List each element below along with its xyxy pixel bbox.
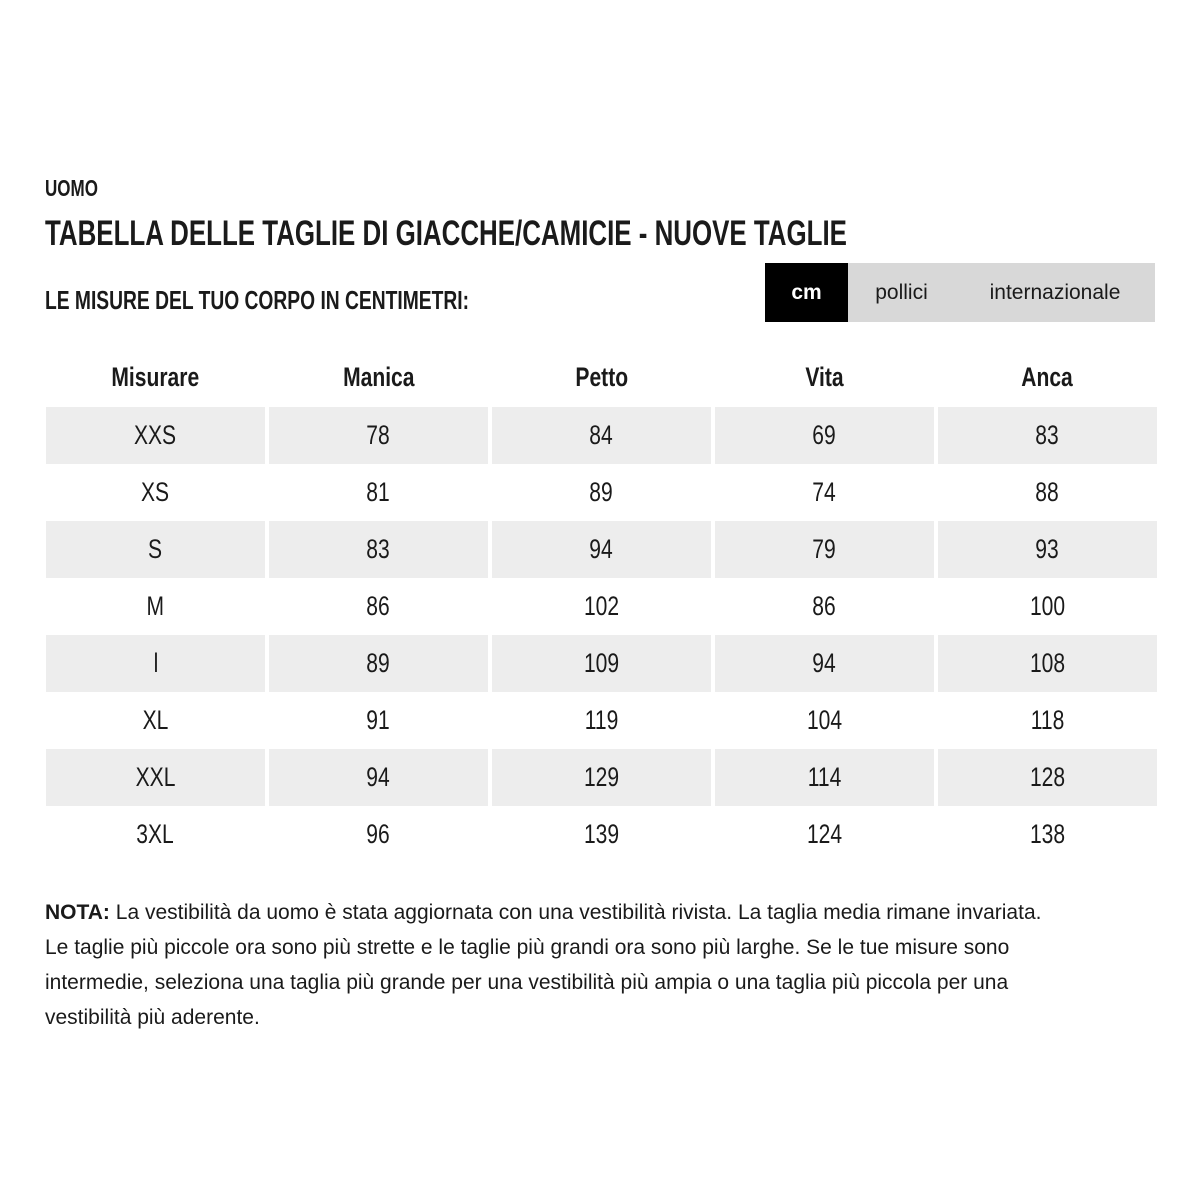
size-cell xyxy=(46,407,265,464)
manica-cell-text: 81 xyxy=(366,477,391,507)
column-header-petto-text: Petto xyxy=(575,361,628,392)
anca-cell xyxy=(938,407,1157,464)
vita-cell-text: 69 xyxy=(812,420,837,450)
page-title xyxy=(45,212,1129,256)
table-row-xxs xyxy=(46,407,1157,464)
size-cell xyxy=(46,749,265,806)
anca-cell-text: 88 xyxy=(1035,477,1060,507)
petto-cell xyxy=(492,749,711,806)
manica-cell-text: 86 xyxy=(366,591,391,621)
vita-cell-text: 79 xyxy=(812,534,837,564)
petto-cell-text: 84 xyxy=(589,420,614,450)
table-row-xl xyxy=(46,692,1157,749)
anca-cell xyxy=(938,635,1157,692)
size-cell-text: XL xyxy=(142,705,169,735)
size-cell-text: XXL xyxy=(135,762,176,792)
petto-cell-text: 94 xyxy=(589,534,614,564)
size-cell-text: 3XL xyxy=(136,819,175,849)
vita-cell-text: 124 xyxy=(806,819,843,849)
petto-cell xyxy=(492,407,711,464)
manica-cell xyxy=(269,692,488,749)
fit-note-label: NOTA: xyxy=(45,901,110,924)
table-row-l xyxy=(46,635,1157,692)
petto-cell xyxy=(492,692,711,749)
manica-cell-text: 94 xyxy=(366,762,391,792)
vita-cell xyxy=(715,806,934,863)
petto-cell xyxy=(492,521,711,578)
manica-cell-text: 89 xyxy=(366,648,391,678)
manica-cell xyxy=(269,749,488,806)
manica-cell xyxy=(269,635,488,692)
column-header-misurare xyxy=(46,352,265,402)
table-row-m xyxy=(46,578,1157,635)
petto-cell-text: 139 xyxy=(583,819,620,849)
column-header-vita-text: Vita xyxy=(805,361,844,392)
vita-cell xyxy=(715,749,934,806)
manica-cell-text: 91 xyxy=(366,705,391,735)
table-row-xs xyxy=(46,464,1157,521)
manica-cell xyxy=(269,407,488,464)
vita-cell xyxy=(715,407,934,464)
petto-cell-text: 119 xyxy=(584,705,619,735)
size-cell xyxy=(46,692,265,749)
size-cell-text: l xyxy=(153,648,158,678)
anca-cell xyxy=(938,692,1157,749)
petto-cell xyxy=(492,806,711,863)
anca-cell-text: 93 xyxy=(1035,534,1060,564)
size-cell xyxy=(46,635,265,692)
petto-cell-text: 109 xyxy=(583,648,620,678)
anca-cell-text: 100 xyxy=(1029,591,1066,621)
petto-cell xyxy=(492,635,711,692)
vita-cell-text: 86 xyxy=(812,591,837,621)
vita-cell xyxy=(715,578,934,635)
vita-cell-text: 74 xyxy=(812,477,837,507)
size-cell xyxy=(46,578,265,635)
anca-cell-text: 83 xyxy=(1035,420,1060,450)
vita-cell xyxy=(715,692,934,749)
unit-option-pollici[interactable]: pollici xyxy=(875,280,928,304)
size-cell-text: XXS xyxy=(134,420,177,450)
anca-cell-text: 128 xyxy=(1029,762,1066,792)
manica-cell xyxy=(269,521,488,578)
category-label-text: UOMO xyxy=(45,175,98,201)
petto-cell xyxy=(492,578,711,635)
column-header-manica xyxy=(269,352,488,402)
column-header-anca xyxy=(938,352,1157,402)
size-cell-text: S xyxy=(148,534,163,564)
anca-cell-text: 108 xyxy=(1029,648,1066,678)
anca-cell-text: 118 xyxy=(1030,705,1065,735)
manica-cell xyxy=(269,806,488,863)
vita-cell-text: 94 xyxy=(812,648,837,678)
column-header-anca-text: Anca xyxy=(1021,361,1074,392)
size-cell xyxy=(46,521,265,578)
vita-cell xyxy=(715,464,934,521)
petto-cell-text: 129 xyxy=(583,762,620,792)
manica-cell xyxy=(269,464,488,521)
column-header-vita xyxy=(715,352,934,402)
size-cell-text: M xyxy=(146,591,165,621)
fit-note-text: La vestibilità da uomo è stata aggiornata con una vestibilità rivista. La taglia media rimane invariata. Le taglie più piccole ora sono più strette e le taglie più grandi ora sono più larghe. Se le tue misure sono intermedie, seleziona una taglia più grande per una vestibilità più ampia o una taglia più piccola per una vestibilità più aderente. xyxy=(45,901,1042,1029)
table-row-3xl xyxy=(46,806,1157,863)
category-label xyxy=(45,174,117,202)
unit-option-internazionale[interactable]: internazionale xyxy=(989,280,1121,304)
vita-cell-text: 114 xyxy=(807,762,842,792)
anca-cell xyxy=(938,806,1157,863)
size-table-header-row xyxy=(46,352,1157,402)
anca-cell-text: 138 xyxy=(1029,819,1066,849)
size-table xyxy=(46,352,1157,863)
manica-cell-text: 78 xyxy=(366,420,391,450)
size-cell xyxy=(46,464,265,521)
size-cell-text: XS xyxy=(141,477,170,507)
anca-cell xyxy=(938,749,1157,806)
petto-cell-text: 89 xyxy=(589,477,614,507)
column-header-petto xyxy=(492,352,711,402)
vita-cell xyxy=(715,521,934,578)
unit-toggle xyxy=(765,263,1155,322)
petto-cell-text: 102 xyxy=(583,591,620,621)
manica-cell-text: 96 xyxy=(366,819,391,849)
vita-cell xyxy=(715,635,934,692)
anca-cell xyxy=(938,464,1157,521)
column-header-misurare-text: Misurare xyxy=(111,361,200,392)
fit-note xyxy=(45,895,1050,1035)
unit-option-cm[interactable]: cm xyxy=(765,263,848,322)
measurements-subtitle xyxy=(45,282,618,318)
petto-cell xyxy=(492,464,711,521)
table-row-s xyxy=(46,521,1157,578)
anca-cell xyxy=(938,521,1157,578)
measurements-subtitle-text: LE MISURE DEL TUO CORPO IN CENTIMETRI: xyxy=(45,285,470,315)
page-title-text: TABELLA DELLE TAGLIE DI GIACCHE/CAMICIE - NUOVE TAGLIE xyxy=(45,214,847,253)
table-row-xxl xyxy=(46,749,1157,806)
size-cell xyxy=(46,806,265,863)
anca-cell xyxy=(938,578,1157,635)
manica-cell xyxy=(269,578,488,635)
column-header-manica-text: Manica xyxy=(342,361,415,392)
vita-cell-text: 104 xyxy=(806,705,843,735)
manica-cell-text: 83 xyxy=(366,534,391,564)
